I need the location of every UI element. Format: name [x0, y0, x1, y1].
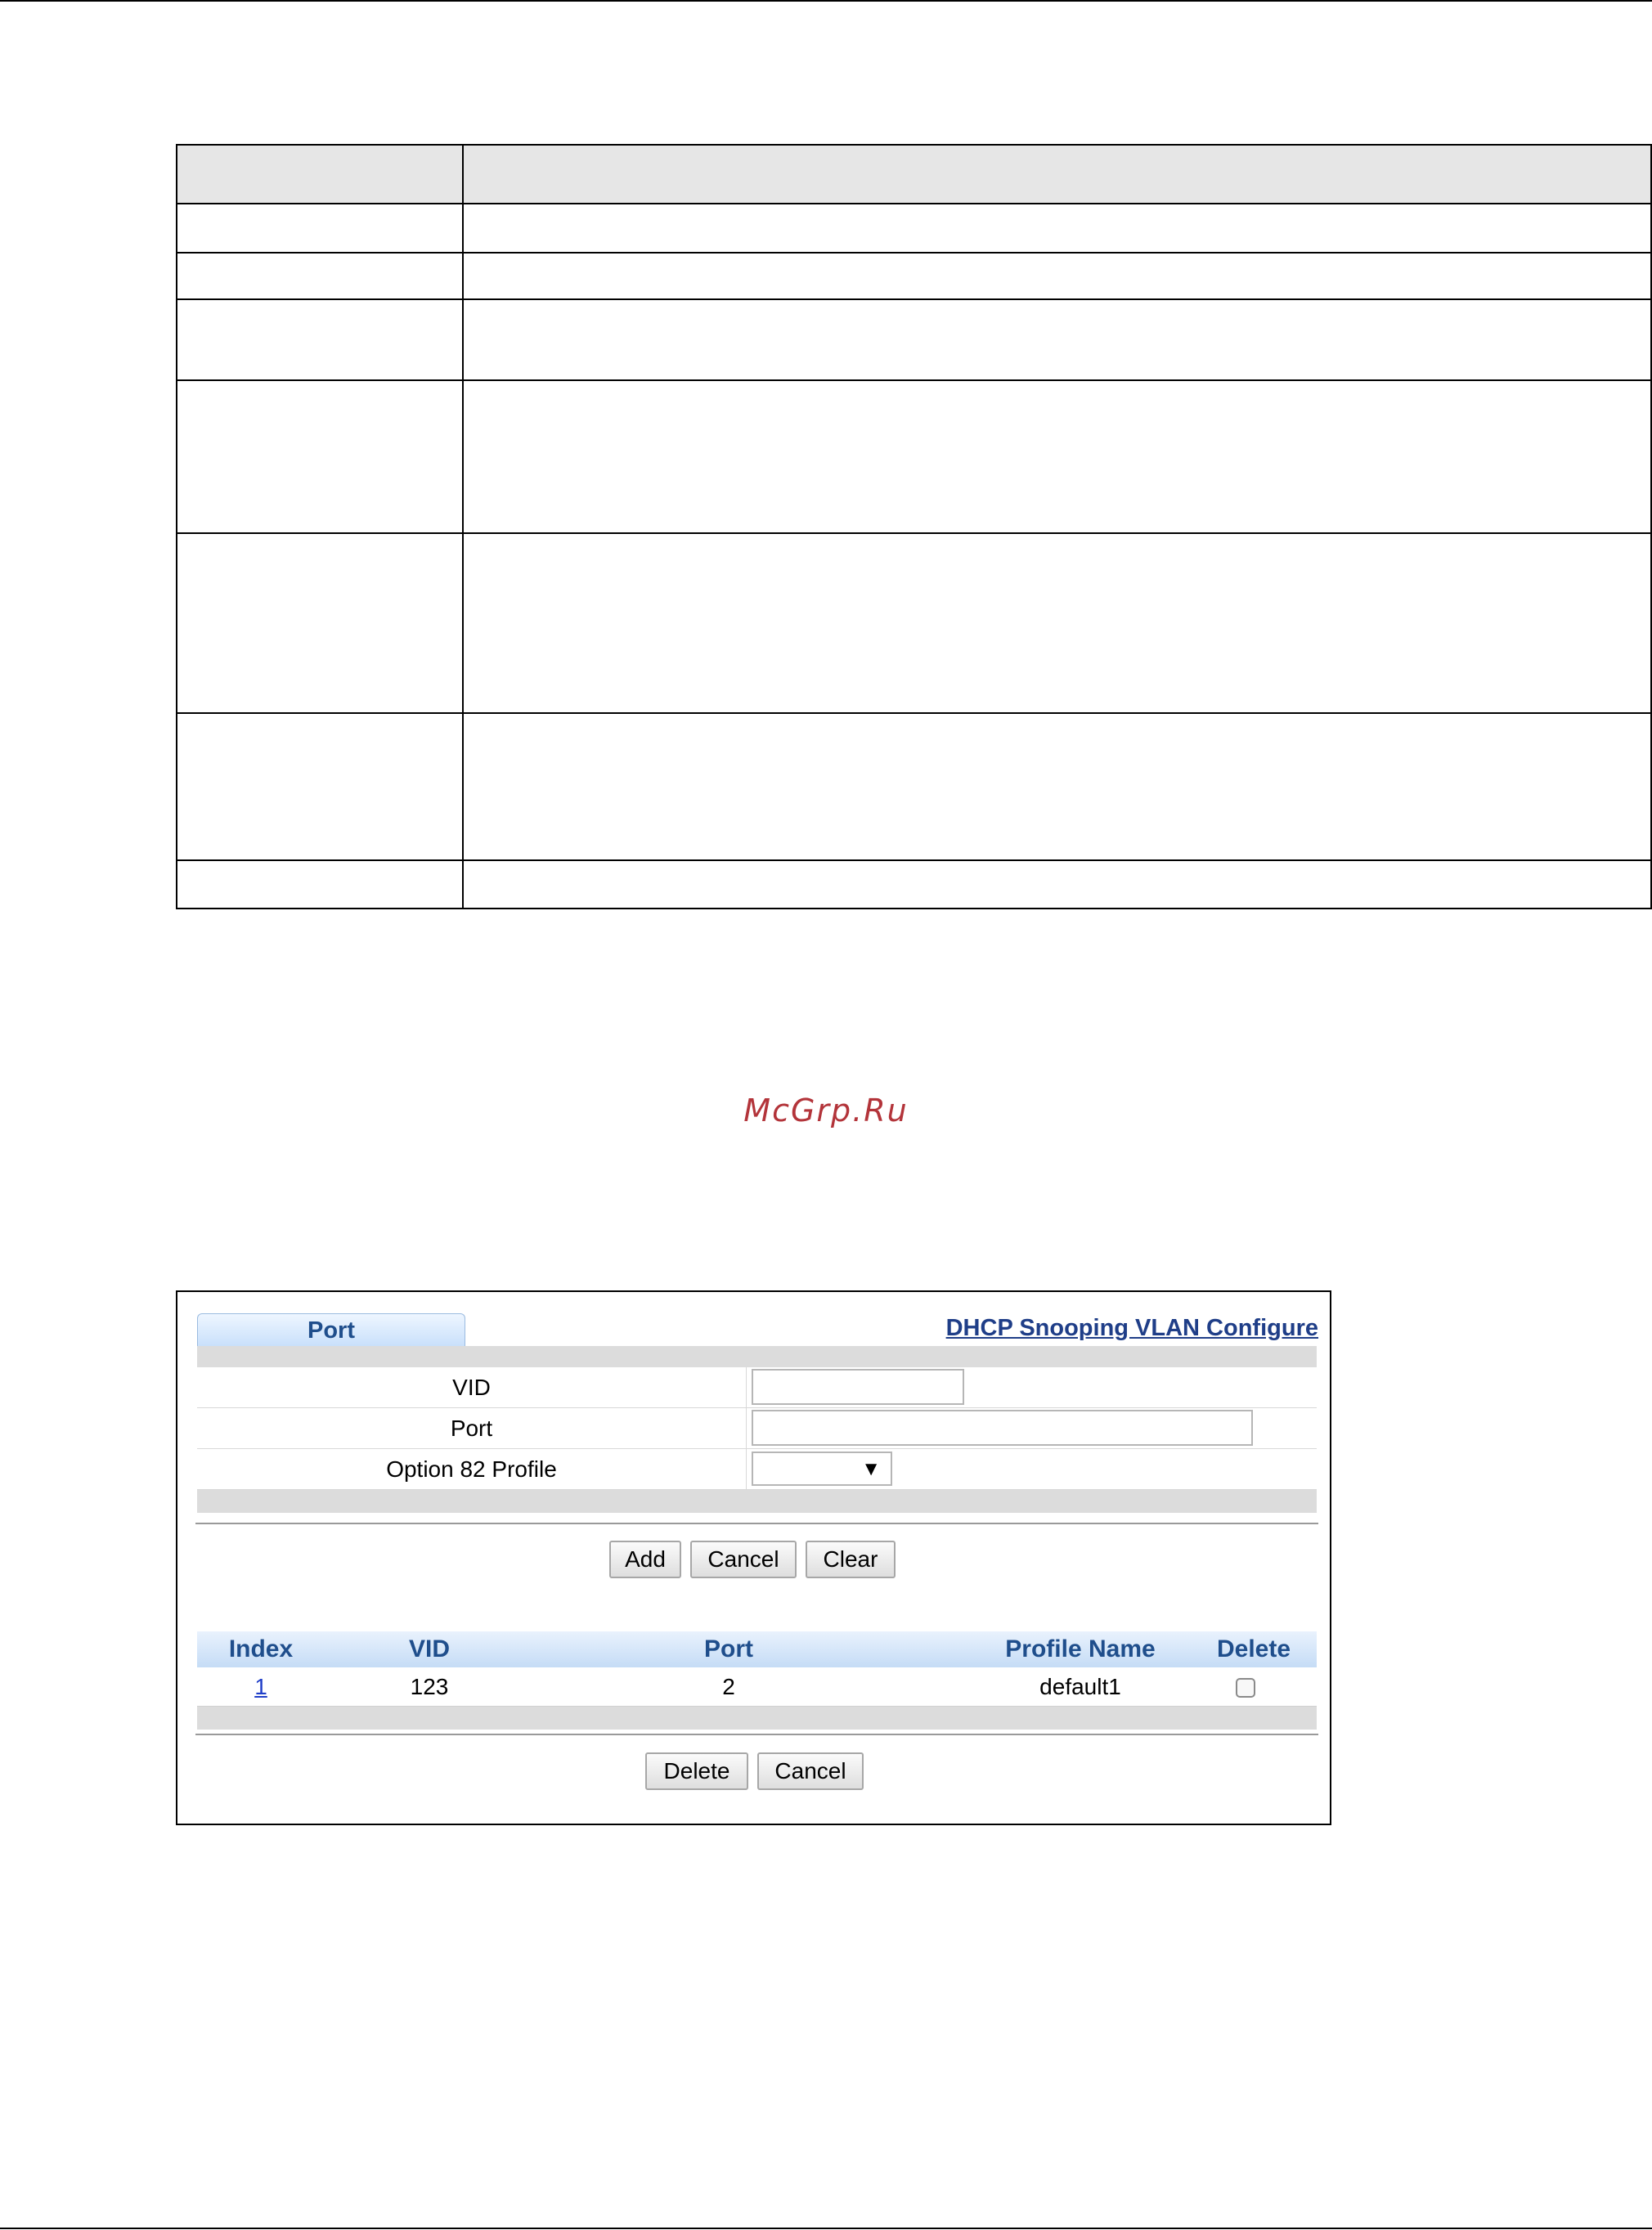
list-header — [197, 1631, 1317, 1667]
profile-name-cell: default1 — [1039, 1674, 1121, 1699]
vid-cell: 123 — [410, 1674, 449, 1699]
add-button[interactable]: Add — [609, 1541, 681, 1578]
delete-checkbox[interactable] — [1236, 1678, 1255, 1698]
port-input[interactable] — [752, 1410, 1253, 1446]
port-cell: 2 — [722, 1674, 735, 1699]
form-row-option82 — [197, 1449, 1317, 1490]
list-bottom-strip — [197, 1707, 1317, 1730]
bottom-rule — [0, 2228, 1652, 2229]
index-link[interactable]: 1 — [254, 1674, 267, 1699]
form-row-port — [197, 1408, 1317, 1449]
dropdown-arrow-icon: ▼ — [861, 1458, 881, 1480]
form-top-strip — [197, 1346, 1317, 1367]
column-header-index: Index — [228, 1635, 294, 1662]
description-table — [176, 144, 1652, 909]
column-header-profile-name: Profile Name — [1005, 1635, 1156, 1662]
vid-input[interactable] — [752, 1369, 964, 1405]
vid-label: VID — [197, 1367, 747, 1407]
dhcp-snooping-vlan-configure-link[interactable]: DHCP Snooping VLAN Configure — [945, 1315, 1318, 1341]
dhcp-snooping-port-panel — [176, 1290, 1331, 1825]
cancel-button[interactable]: Cancel — [690, 1541, 797, 1578]
option82-profile-select[interactable] — [752, 1452, 892, 1486]
table-row — [197, 1667, 1317, 1707]
top-rule — [0, 0, 1652, 2]
desc-header-description — [463, 145, 1651, 204]
port-label: Port — [197, 1408, 747, 1448]
watermark: McGrp.Ru — [743, 1093, 909, 1128]
desc-header-label — [177, 145, 463, 204]
divider — [195, 1523, 1318, 1524]
delete-button[interactable]: Delete — [645, 1752, 748, 1790]
column-header-vid: VID — [408, 1635, 450, 1662]
form-row-vid — [197, 1367, 1317, 1408]
cancel-button-list[interactable]: Cancel — [757, 1752, 864, 1790]
divider — [195, 1734, 1318, 1735]
column-header-delete: Delete — [1216, 1635, 1291, 1662]
clear-button[interactable]: Clear — [806, 1541, 896, 1578]
column-header-port: Port — [704, 1635, 753, 1662]
option82-label: Option 82 Profile — [197, 1449, 747, 1489]
form-bottom-strip — [197, 1490, 1317, 1513]
tab-port[interactable]: Port — [197, 1313, 465, 1346]
